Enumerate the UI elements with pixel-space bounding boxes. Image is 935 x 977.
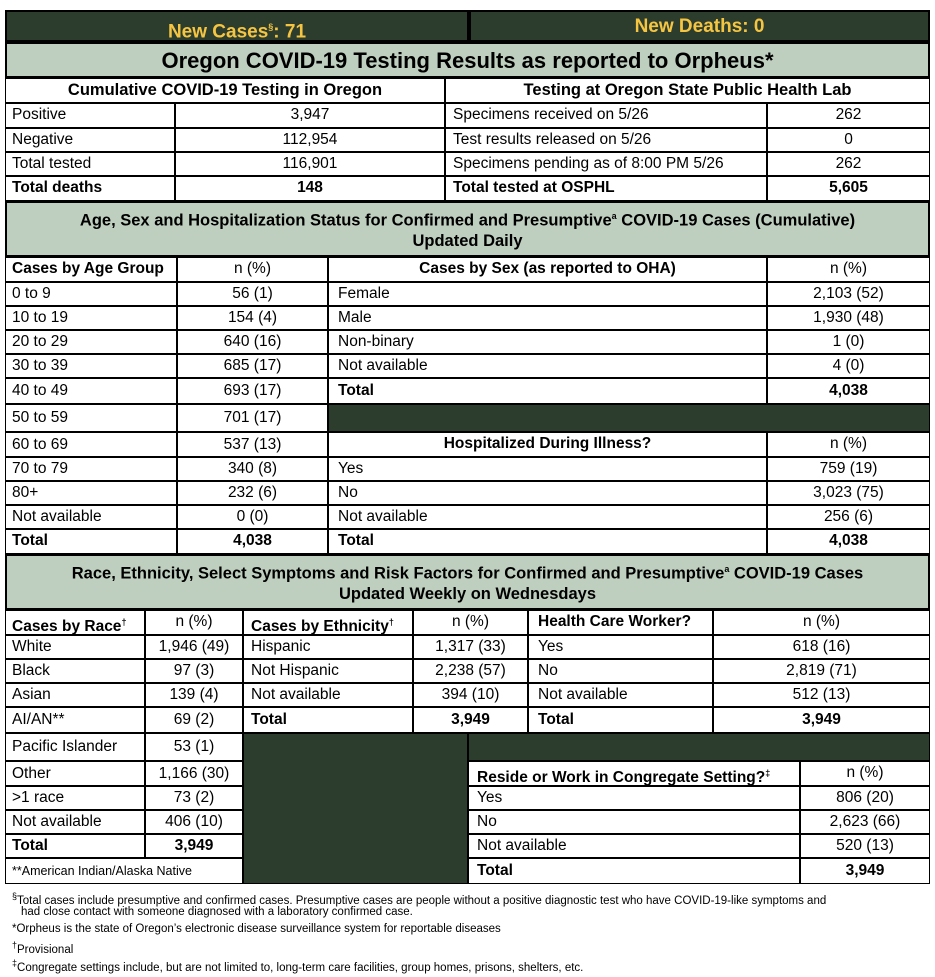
cong-label-total: Total	[477, 862, 513, 879]
age-label: 50 to 59	[12, 409, 69, 426]
new-deaths-text: New Deaths: 0	[634, 16, 765, 37]
age-label: 70 to 79	[12, 460, 69, 477]
page-title: Oregon COVID-19 Testing Results as reported to Orpheus*	[161, 48, 774, 73]
age-label: Not available	[12, 508, 102, 525]
filler-block	[243, 733, 468, 884]
sex-label: Female	[338, 285, 390, 302]
hcw-header: Health Care Worker?	[538, 613, 692, 630]
race-value: 406 (10)	[165, 813, 223, 830]
race-label: >1 race	[12, 789, 65, 806]
hcw-value-total: 3,949	[802, 711, 841, 728]
age-value: 56 (1)	[232, 285, 273, 302]
age-header: Cases by Age Group	[12, 260, 164, 277]
sex-row-cell	[328, 306, 767, 330]
sex-label-total: Total	[338, 382, 374, 399]
age-value: 640 (16)	[223, 333, 282, 350]
cum-value: 116,901	[282, 155, 338, 172]
hosp-value: 3,023 (75)	[813, 484, 884, 501]
cong-header: Reside or Work in Congregate Setting?‡	[477, 768, 771, 787]
hosp-npct: n (%)	[829, 435, 868, 452]
section-age-sex-subtitle: Updated Daily	[412, 232, 523, 250]
age-value: 232 (6)	[227, 484, 278, 501]
cong-label: No	[477, 813, 497, 830]
race-header: Cases by Race†	[12, 617, 127, 636]
footnote: had close contact with someone diagnosed with a laboratory confirmed case.	[21, 906, 413, 918]
hcw-label: Not available	[538, 686, 628, 703]
eth-value-total: 3,949	[451, 711, 490, 728]
hosp-label: Not available	[338, 508, 428, 525]
race-value: 1,166 (30)	[158, 765, 230, 782]
hosp-value: 256 (6)	[823, 508, 874, 525]
osphl-label: Specimens received on 5/26	[453, 106, 649, 123]
osphl-label: Specimens pending as of 8:00 PM 5/26	[453, 155, 724, 172]
spacer-band	[328, 404, 930, 432]
cong-value-total: 3,949	[845, 862, 885, 879]
hosp-header: Hospitalized During Illness?	[443, 435, 652, 452]
sex-value: 1 (0)	[832, 333, 865, 350]
osphl-value-total: 5,605	[829, 179, 868, 196]
osphl-value: 0	[844, 131, 853, 148]
section-race-subtitle: Updated Weekly on Wednesdays	[338, 585, 597, 603]
eth-label-total: Total	[251, 711, 287, 728]
sex-npct: n (%)	[829, 260, 868, 277]
cong-label: Yes	[477, 789, 503, 806]
sex-label: Male	[338, 309, 372, 326]
age-label: 0 to 9	[12, 285, 51, 302]
cum-label: Positive	[12, 106, 67, 123]
hcw-value: 618 (16)	[792, 638, 851, 655]
sex-label: Non-binary	[338, 333, 414, 350]
cong-row-cell	[468, 786, 800, 810]
hcw-label-total: Total	[538, 711, 574, 728]
sex-row-cell	[328, 282, 767, 306]
hcw-label: No	[538, 662, 558, 679]
race-value: 73 (2)	[173, 789, 215, 806]
hosp-label: Yes	[338, 460, 364, 477]
cum-label: Total tested	[12, 155, 92, 172]
sex-header: Cases by Sex (as reported to OHA)	[419, 260, 676, 277]
new-cases-banner	[5, 10, 469, 42]
age-value: 685 (17)	[223, 357, 282, 374]
cum-label-total: Total deaths	[12, 179, 103, 196]
hcw-value: 2,819 (71)	[786, 662, 857, 679]
race-label: Other	[12, 765, 51, 782]
race-label: White	[12, 638, 52, 655]
hosp-value: 759 (19)	[819, 460, 878, 477]
race-value: 97 (3)	[173, 662, 215, 679]
race-label: Not available	[12, 813, 102, 830]
race-value: 1,946 (49)	[158, 638, 230, 655]
age-npct: n (%)	[233, 260, 272, 277]
age-label: 10 to 19	[12, 309, 69, 326]
sex-row-cell	[328, 378, 767, 404]
hosp-label: No	[338, 484, 358, 501]
hcw-label: Yes	[538, 638, 564, 655]
section-race-title: Race, Ethnicity, Select Symptoms and Risk Factors for Confirmed and Presumptive$^a$ COVID-19 Cases	[71, 564, 864, 583]
section-age-sex-title: Age, Sex and Hospitalization Status for Confirmed and Presumptive$^a$ COVID-19 Cases (Cumulative)	[79, 211, 856, 230]
race-note: **American Indian/Alaska Native	[12, 864, 192, 878]
race-value: 69 (2)	[173, 711, 215, 728]
race-label: Asian	[12, 686, 51, 703]
cong-row-cell	[468, 858, 800, 884]
cumulative-header: Cumulative COVID-19 Testing in Oregon	[67, 81, 383, 99]
osphl-value: 262	[835, 106, 862, 123]
age-label: 40 to 49	[12, 382, 69, 399]
osphl-header: Testing at Oregon State Public Health Lab	[523, 81, 852, 99]
osphl-label-total: Total tested at OSPHL	[453, 179, 615, 196]
hcw-npct: n (%)	[802, 613, 841, 630]
eth-label: Not Hispanic	[251, 662, 339, 679]
eth-header: Cases by Ethnicity†	[251, 617, 394, 636]
age-label-total: Total	[12, 532, 48, 549]
age-value: 340 (8)	[227, 460, 278, 477]
race-label-total: Total	[12, 837, 48, 854]
new-cases-text: New Cases§: 71	[167, 21, 307, 42]
new-deaths-banner	[469, 10, 930, 42]
sex-value: 1,930 (48)	[813, 309, 884, 326]
hosp-row-cell	[328, 457, 767, 481]
sex-label: Not available	[338, 357, 428, 374]
age-value: 154 (4)	[227, 309, 278, 326]
age-value: 0 (0)	[236, 508, 269, 525]
cong-npct: n (%)	[846, 764, 884, 781]
cum-value-total: 148	[297, 179, 323, 196]
race-value-total: 3,949	[174, 837, 214, 854]
age-value: 693 (17)	[223, 382, 282, 399]
age-label: 20 to 29	[12, 333, 69, 350]
eth-value: 2,238 (57)	[435, 662, 506, 679]
race-label: AI/AN**	[12, 711, 65, 728]
eth-label: Hispanic	[251, 638, 311, 655]
footnote: ‡Congregate settings include, but are not limited to, long-term care facilities, group homes, prisons, shelters, etc.	[12, 958, 584, 974]
cong-row-cell	[468, 810, 800, 834]
race-value: 53 (1)	[173, 738, 215, 755]
age-label: 30 to 39	[12, 357, 69, 374]
cong-label: Not available	[477, 837, 567, 854]
osphl-label: Test results released on 5/26	[453, 131, 652, 148]
hosp-label-total: Total	[338, 532, 374, 549]
sex-value: 4 (0)	[832, 357, 865, 374]
sex-value-total: 4,038	[829, 382, 868, 399]
race-label: Black	[12, 662, 50, 679]
race-value: 139 (4)	[169, 686, 219, 703]
hosp-row-cell	[328, 529, 767, 554]
age-value: 537 (13)	[223, 436, 282, 453]
page-title-bar	[5, 42, 930, 78]
hcw-value: 512 (13)	[792, 686, 851, 703]
hosp-row-cell	[328, 481, 767, 505]
race-npct: n (%)	[175, 613, 213, 630]
sex-value: 2,103 (52)	[813, 285, 884, 302]
race-label: Pacific Islander	[12, 738, 118, 755]
age-value-total: 4,038	[233, 532, 272, 549]
age-label: 80+	[12, 484, 39, 501]
cum-value: 3,947	[290, 106, 330, 123]
eth-value: 394 (10)	[441, 686, 500, 703]
cong-value: 520 (13)	[836, 837, 894, 854]
cong-value: 2,623 (66)	[829, 813, 901, 830]
eth-value: 1,317 (33)	[435, 638, 506, 655]
cum-label: Negative	[12, 131, 74, 148]
footnote: §Total cases include presumptive and confirmed cases. Presumptive cases are people without a positive diagnostic test who have COVID-19-like symptoms and	[12, 891, 827, 907]
cum-value: 112,954	[282, 131, 338, 148]
eth-npct: n (%)	[451, 613, 490, 630]
hosp-value-total: 4,038	[829, 532, 868, 549]
osphl-value: 262	[835, 155, 862, 172]
eth-label: Not available	[251, 686, 341, 703]
footnote: †Provisional	[12, 940, 74, 956]
footnote: *Orpheus is the state of Oregon’s electronic disease surveillance system for reportable diseases	[12, 923, 501, 935]
cong-value: 806 (20)	[836, 789, 894, 806]
age-label: 60 to 69	[12, 436, 69, 453]
age-value: 701 (17)	[223, 409, 282, 426]
filler-band	[468, 733, 930, 761]
